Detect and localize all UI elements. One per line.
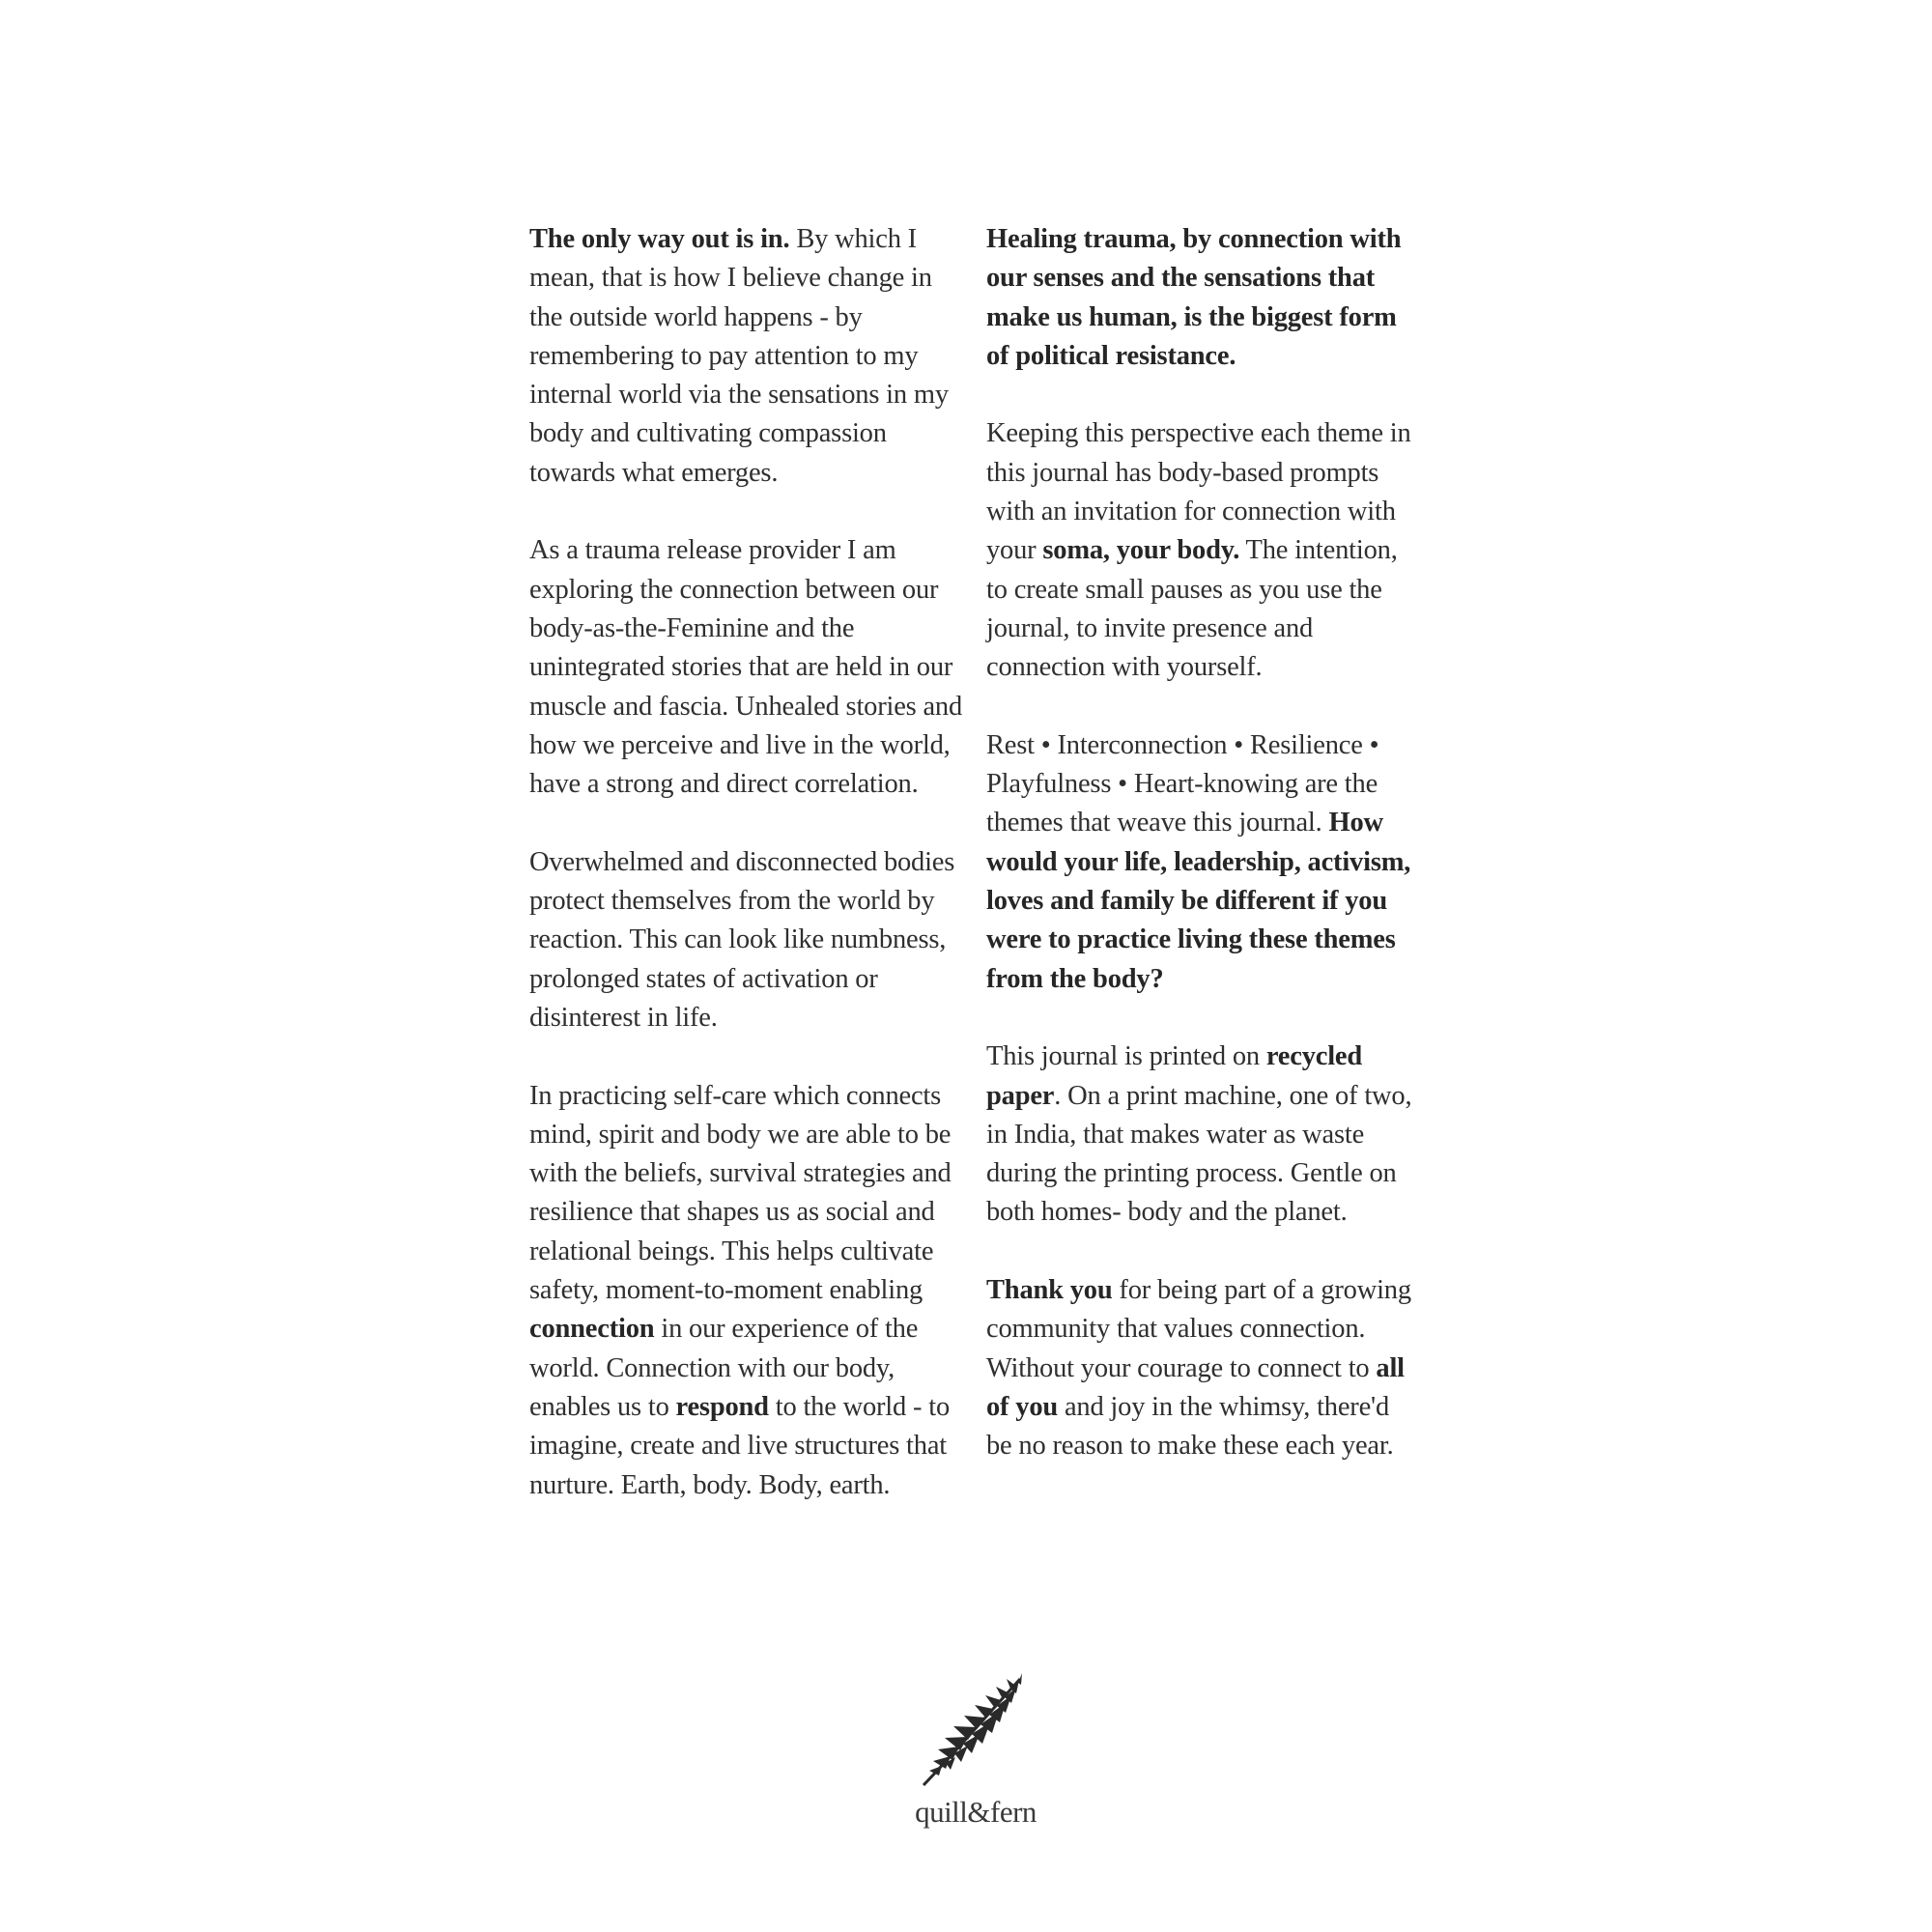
bold-phrase: Healing trauma, by connection with our senses and the sensations that make us human, is the biggest form of political resistance. (986, 224, 1402, 371)
text-run: in our experience of the world. Connection with our body, enables us to (529, 1314, 919, 1422)
paragraph (529, 531, 964, 804)
text-run: to the world - to imagine, create and live structures that nurture. Earth, body. Body, earth. (529, 1391, 950, 1500)
bold-phrase: Thank you (986, 1275, 1113, 1306)
bold-phrase: connection (529, 1314, 655, 1345)
quill-and-fern-logo (898, 1671, 1053, 1835)
paragraph (986, 1037, 1421, 1232)
text-run: The intention, to create small pauses as you use the journal, to invite presence and connection with yourself. (986, 535, 1398, 683)
paragraph (986, 414, 1421, 687)
text-run: . On a print machine, one of two, in India, that makes water as waste during the printing process. Gentle on both homes- body and the planet. (986, 1080, 1412, 1228)
paragraph (986, 726, 1421, 999)
fern-icon (906, 1671, 1041, 1792)
paragraph (986, 1271, 1421, 1465)
brand-name: quill&fern (915, 1795, 1037, 1829)
paragraph (986, 220, 1421, 376)
bold-phrase: recycled paper (986, 1041, 1363, 1111)
bold-phrase: The only way out is in. (529, 224, 790, 254)
paragraph (529, 1077, 964, 1505)
bold-phrase: respond (675, 1391, 769, 1422)
bold-phrase: How would your life, leadership, activism, loves and family be different if you were to practice living these themes from the body? (986, 808, 1411, 994)
paragraph (529, 220, 964, 493)
text-run: and joy in the whimsy, there'd be no reason to make these each year. (986, 1391, 1394, 1462)
text-run: This journal is printed on (986, 1041, 1266, 1072)
text-run: for being part of a growing community that values connection. Without your courage to connect to (986, 1275, 1411, 1383)
text-run: Keeping this perspective each theme in this journal has body-based prompts with an invitation for connection with your (986, 418, 1411, 566)
text-run: Overwhelmed and disconnected bodies protect themselves from the world by reaction. This can look like numbness, prolonged states of activation or disinterest in life. (529, 846, 955, 1033)
text-run: By which I mean, that is how I believe change in the outside world happens - by remembering to pay attention to my internal world via the sensations in my body and cultivating compassion towards what emerges. (529, 224, 949, 488)
text-run: As a trauma release provider I am exploring the connection between our body-as-the-Feminine and the unintegrated stories that are held in our muscle and fascia. Unhealed stories and how we perceive and live in the world, have a strong and direct correlation. (529, 535, 963, 800)
paragraph (529, 843, 964, 1037)
right-text-column (986, 220, 1421, 1466)
left-text-column (529, 220, 964, 1505)
bold-phrase: all of you (986, 1352, 1405, 1422)
text-run: In practicing self-care which connects mind, spirit and body we are able to be with the beliefs, survival strategies and resilience that shapes us as social and relational beings. This helps cultivate safety, moment-to-moment enabling (529, 1080, 952, 1306)
text-run: Rest • Interconnection • Resilience • Playfulness • Heart-knowing are the themes that weave this journal. (986, 729, 1379, 838)
bold-phrase: soma, your body. (1042, 535, 1240, 566)
